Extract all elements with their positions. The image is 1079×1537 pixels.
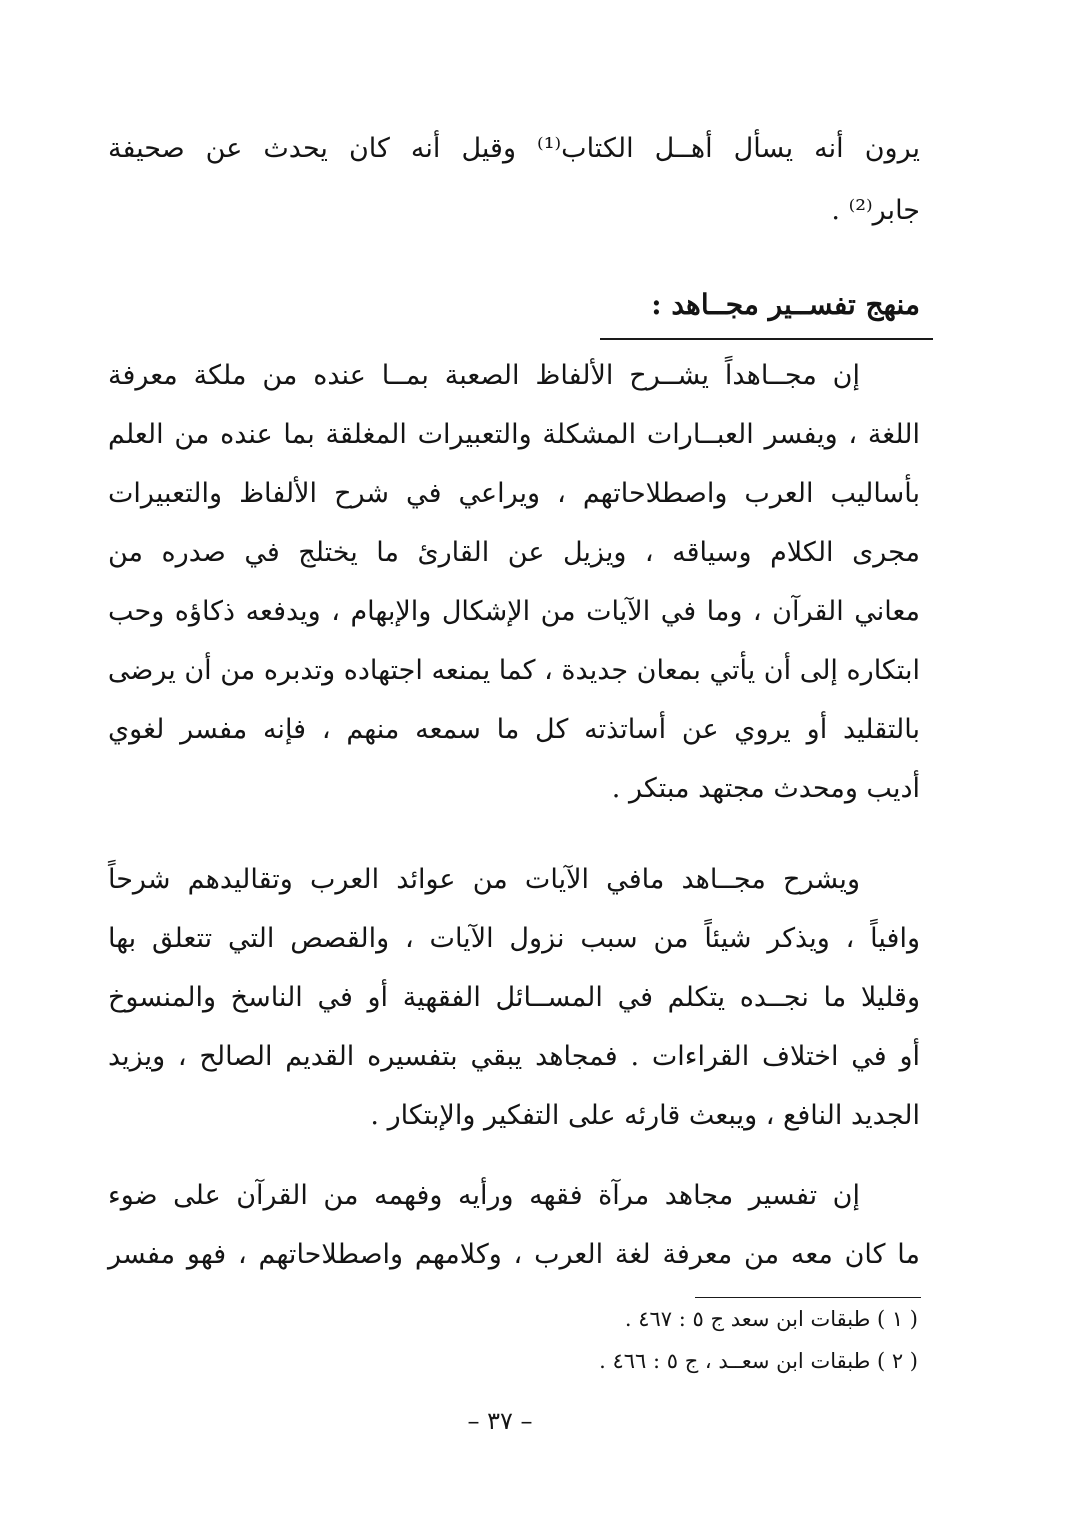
paragraph-line: ويشرح مجــاهد مافي الآيات من عوائد العرب وتقاليدهم شرحاً [108,864,860,895]
intro-line-1: يرون أنه يسأل أهــل الكتاب⁽¹⁾ وقيل أنه كان يحدث عن صحيفة [108,133,920,164]
paragraph-line: إن مجــاهداً يشــرح الألفاظ الصعبة بمــا عنده من ملكة معرفة [108,360,860,391]
paragraph-line: وقليلا ما نجــده يتكلم في المســائل الفقهية أو في الناسخ والمنسوخ [108,982,920,1013]
paragraph-line: اللغة ، ويفسر العبــارات المشكلة والتعبيرات المغلقة بما عنده من العلم [108,419,920,450]
paragraph-line: بالتقليد أو يروي عن أساتذته كل ما سمعه منهم ، فإنه مفسر لغوي [108,714,920,745]
heading-underline [600,338,933,340]
paragraph-line: أديب ومحدث مجتهد مبتكر . [611,773,920,804]
paragraph-line: بأساليب العرب واصطلاحاتهم ، ويراعي في شرح الألفاظ والتعبيرات [108,478,920,509]
paragraph-line: الجديد النافع ، ويبعث قارئه على التفكير والإبتكار . [370,1100,920,1131]
paragraph-line: مجرى الكلام وسياقه ، ويزيل عن القارئ ما يختلج في صدره من [108,537,920,568]
paragraph-line: ما كان معه من معرفة لغة العرب ، وكلامهم واصطلاحاتهم ، فهو مفسر [108,1239,920,1270]
paragraph-line: وافياً ، ويذكر شيئاً من سبب نزول الآيات ، والقصص التي تتعلق بها [108,923,920,954]
footnote-separator [695,1297,921,1298]
paragraph-line: معاني القرآن ، وما في الآيات من الإشكال والإبهام ، ويدفعه ذكاؤه وحب [108,596,920,627]
paragraph-line: أو في اختلاف القراءات . فمجاهد يبقي بتفسيره القديم الصالح ، ويزيد [108,1041,920,1072]
footnote-1: ( ١ ) طبقات ابن سعد ج ٥ : ٤٦٧ . [624,1307,918,1331]
paragraph-line: ابتكاره إلى أن يأتي بمعان جديدة ، كما يمنعه اجتهاده وتدبره من أن يرضى [107,655,920,686]
footnote-2: ( ٢ ) طبقات ابن سعــد ، ج ٥ : ٤٦٦ . [599,1349,918,1373]
paragraph-line: إن تفسير مجاهد مرآة فقهه ورأيه وفهمه من القرآن على ضوء [108,1180,860,1211]
page-number: – ٣٧ – [467,1407,533,1435]
section-heading: منهج تفســير مجــاهد : [651,288,920,321]
intro-line-2: جابر⁽²⁾ . [831,195,920,226]
